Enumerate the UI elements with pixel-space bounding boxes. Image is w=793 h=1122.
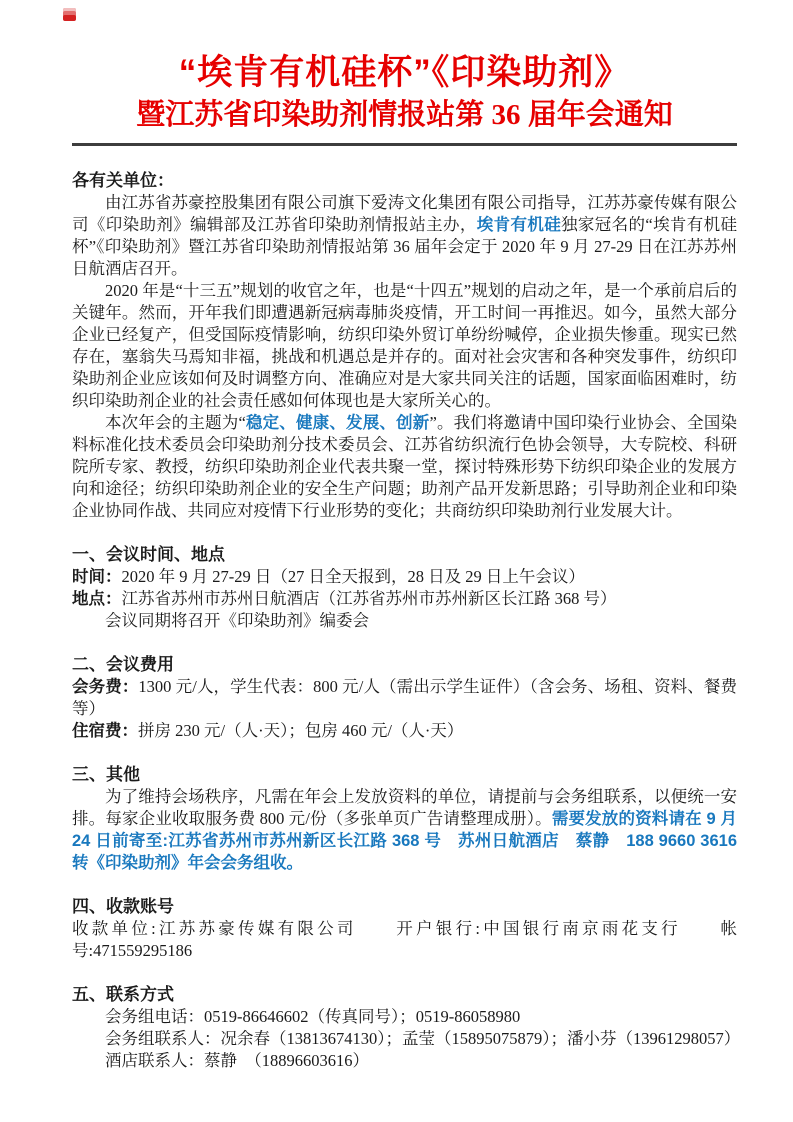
section-fees (72, 654, 737, 742)
theme-highlight: 稳定、健康、发展、创新 (245, 414, 430, 432)
section-4-heading: 四、收款账号 (72, 897, 174, 916)
lodging-fee-label: 住宿费： (72, 722, 138, 740)
section-time-place (72, 544, 737, 632)
header-divider (72, 143, 737, 146)
office-contacts-line: 会务组联系人：况余春（13813674130）；孟莹（15895075879）；潘小芬（13961298057） (105, 1029, 741, 1048)
intro-p3-text: 本次年会的主题为“ (105, 413, 246, 432)
red-stamp-mark (63, 8, 76, 21)
salutation: 各有关单位： (72, 171, 174, 190)
document-header (72, 50, 737, 146)
payment-account-line: 收款单位:江苏苏豪传媒有限公司 开户银行:中国银行南京雨花支行 帐号:471559295186 (72, 919, 737, 960)
intro-paragraph-2: 2020 年是“十三五”规划的收官之年，也是“十四五”规划的启动之年，是一个承前启后的关键年。然而，开年我们即遭遇新冠病毒肺炎疫情，开工时间一再推迟。如今，虽然大部分企业已经复产，但受国际疫情影响，纺织印染外贸订单纷纷喊停，企业损失惨重。现实已然存在，塞翁失马焉知非福，挑战和机遇总是并存的。面对社会灾害和各种突发事件，纺织印染助剂企业应该如何及时调整方向、准确应对是大家共同关注的话题，国家面临困难时，纺织印染助剂企业的社会责任感如何体现也是大家所关心的。 (72, 281, 737, 410)
place-label: 地点： (72, 590, 122, 608)
time-value: 2020 年 9 月 27-29 日（27 日全天报到，28 日及 29 日上午会议） (121, 567, 585, 586)
section-contacts (72, 984, 741, 1072)
other-paragraph (72, 786, 737, 874)
document-body (72, 170, 741, 1072)
mailing-instruction-highlight: 需要发放的资料请在 9 月 24 日前寄至:江苏省苏州市苏州新区长江路 368 号 苏州日航酒店 蔡静 188 9660 3616转《印染助剂》年会会务组收。 (72, 810, 737, 872)
section-payment (72, 896, 737, 962)
meeting-place-line (72, 588, 737, 610)
conference-fee-line (72, 676, 737, 720)
intro-paragraph-1 (72, 192, 737, 280)
intro-p1-text-after: 独家冠名的“埃肯有机硅杯”《印染助剂》暨江苏省印染助剂情报站第 36 届年会定于 2020 年 9 月 27-29 日在江苏苏州日航酒店召开。 (72, 215, 738, 278)
hotel-contact-line: 酒店联系人：蔡静 （18896603616） (105, 1051, 369, 1070)
conference-fee-value: 1300 元/人，学生代表：800 元/人（需出示学生证件）（含会务、场租、资料、餐费等） (72, 677, 738, 718)
section-2-heading: 二、会议费用 (72, 655, 174, 674)
title-line-2: 暨江苏省印染助剂情报站第 36 届年会通知 (136, 99, 673, 131)
lodging-fee-line (72, 720, 737, 742)
office-phone-line: 会务组电话：0519-86646602（传真同号）；0519-86058980 (105, 1007, 521, 1026)
intro-paragraph-3 (72, 412, 737, 522)
section-5-heading: 五、联系方式 (72, 985, 174, 1004)
section-other (72, 764, 737, 874)
title-line-1: “埃肯有机硅杯”《印染助剂》 (178, 53, 631, 92)
lodging-fee-value: 拼房 230 元/（人·天）；包房 460 元/（人·天） (138, 721, 464, 740)
editorial-meeting-note: 会议同期将召开《印染助剂》编委会 (105, 611, 369, 630)
intro-p1-text: 由江苏省苏豪控股集团有限公司旗下爱涛文化集团有限公司指导，江苏苏豪传媒有限公司《印染助剂》编辑部及江苏省印染助剂情报站主办， (72, 193, 737, 234)
time-label: 时间： (72, 568, 122, 586)
conference-fee-label: 会务费： (72, 678, 139, 696)
intro-p3-text-after: ”。我们将邀请中国印染行业协会、全国染料标准化技术委员会印染助剂分技术委员会、江苏省纺织流行色协会领导，大专院校、科研院所专家、教授，纺织印染助剂企业代表共聚一堂，探讨特殊形势下纺织印染企业的发展方向和途径；纺织印染助剂企业的安全生产问题；助剂产品开发新思路；引导助剂企业和印染企业协同作战、共同应对疫情下行业形势的变化；共商纺织印染助剂行业发展大计。 (72, 413, 738, 520)
other-text: 为了维持会场秩序，凡需在年会上发放资料的单位，请提前与会务组联系，以便统一安排。每家企业收取服务费 800 元/份（多张单页广告请整理成册）。 (72, 787, 737, 828)
meeting-time-line (72, 566, 737, 588)
sponsor-highlight: 埃肯有机硅 (476, 216, 562, 234)
section-3-heading: 三、其他 (72, 765, 140, 784)
section-1-heading: 一、会议时间、地点 (72, 545, 225, 564)
place-value: 江苏省苏州市苏州日航酒店（江苏省苏州市苏州新区长江路 368 号） (121, 589, 617, 608)
